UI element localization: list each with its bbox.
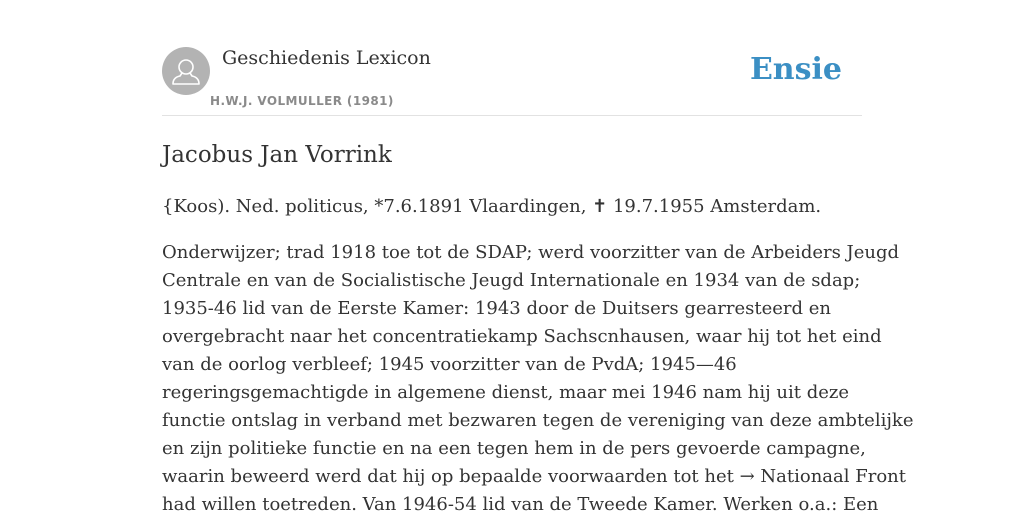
body-line: van de oorlog verbleef; 1945 voorzitter van de PvdA; 1945—46	[162, 354, 737, 375]
body-line: 1935-46 lid van de Eerste Kamer: 1943 door de Duitsers gearresteerd en	[162, 298, 831, 319]
body-line: functie ontslag in verband met bezwaren tegen de vereniging van deze ambtelijke	[162, 410, 914, 431]
body-line: overgebracht naar het concentratiekamp Sachscnhausen, waar hij tot het eind	[162, 326, 882, 347]
source-author: H.W.J. VOLMULLER (1981)	[210, 94, 394, 108]
body-line: en zijn politieke functie en na een tegen hem in de pers gevoerde campagne,	[162, 438, 866, 459]
brand-logo-link[interactable]: Ensie	[749, 52, 842, 87]
article-body	[162, 239, 913, 512]
body-line: Onderwijzer; trad 1918 toe tot de SDAP; werd voorzitter van de Arbeiders Jeugd	[162, 242, 900, 263]
article-lead: {Koos). Ned. politicus, *7.6.1891 Vlaardingen, ✝ 19.7.1955 Amsterdam.	[162, 196, 822, 217]
user-icon	[162, 47, 210, 95]
source-header	[162, 46, 862, 116]
header-divider	[162, 115, 862, 116]
source-avatar[interactable]	[162, 47, 210, 95]
source-name-link[interactable]: Geschiedenis Lexicon	[222, 47, 431, 69]
body-line: regeringsgemachtigde in algemene dienst, maar mei 1946 nam hij uit deze	[162, 382, 850, 403]
body-line: had willen toetreden. Van 1946-54 lid van de Tweede Kamer. Werken o.a.: Een	[162, 494, 879, 512]
article-title: Jacobus Jan Vorrink	[162, 142, 392, 168]
body-line: Centrale en van de Socialistische Jeugd Internationale en 1934 van de sdap;	[162, 270, 861, 291]
body-line: waarin beweerd werd dat hij op bepaalde voorwaarden tot het → Nationaal Front	[162, 466, 906, 487]
